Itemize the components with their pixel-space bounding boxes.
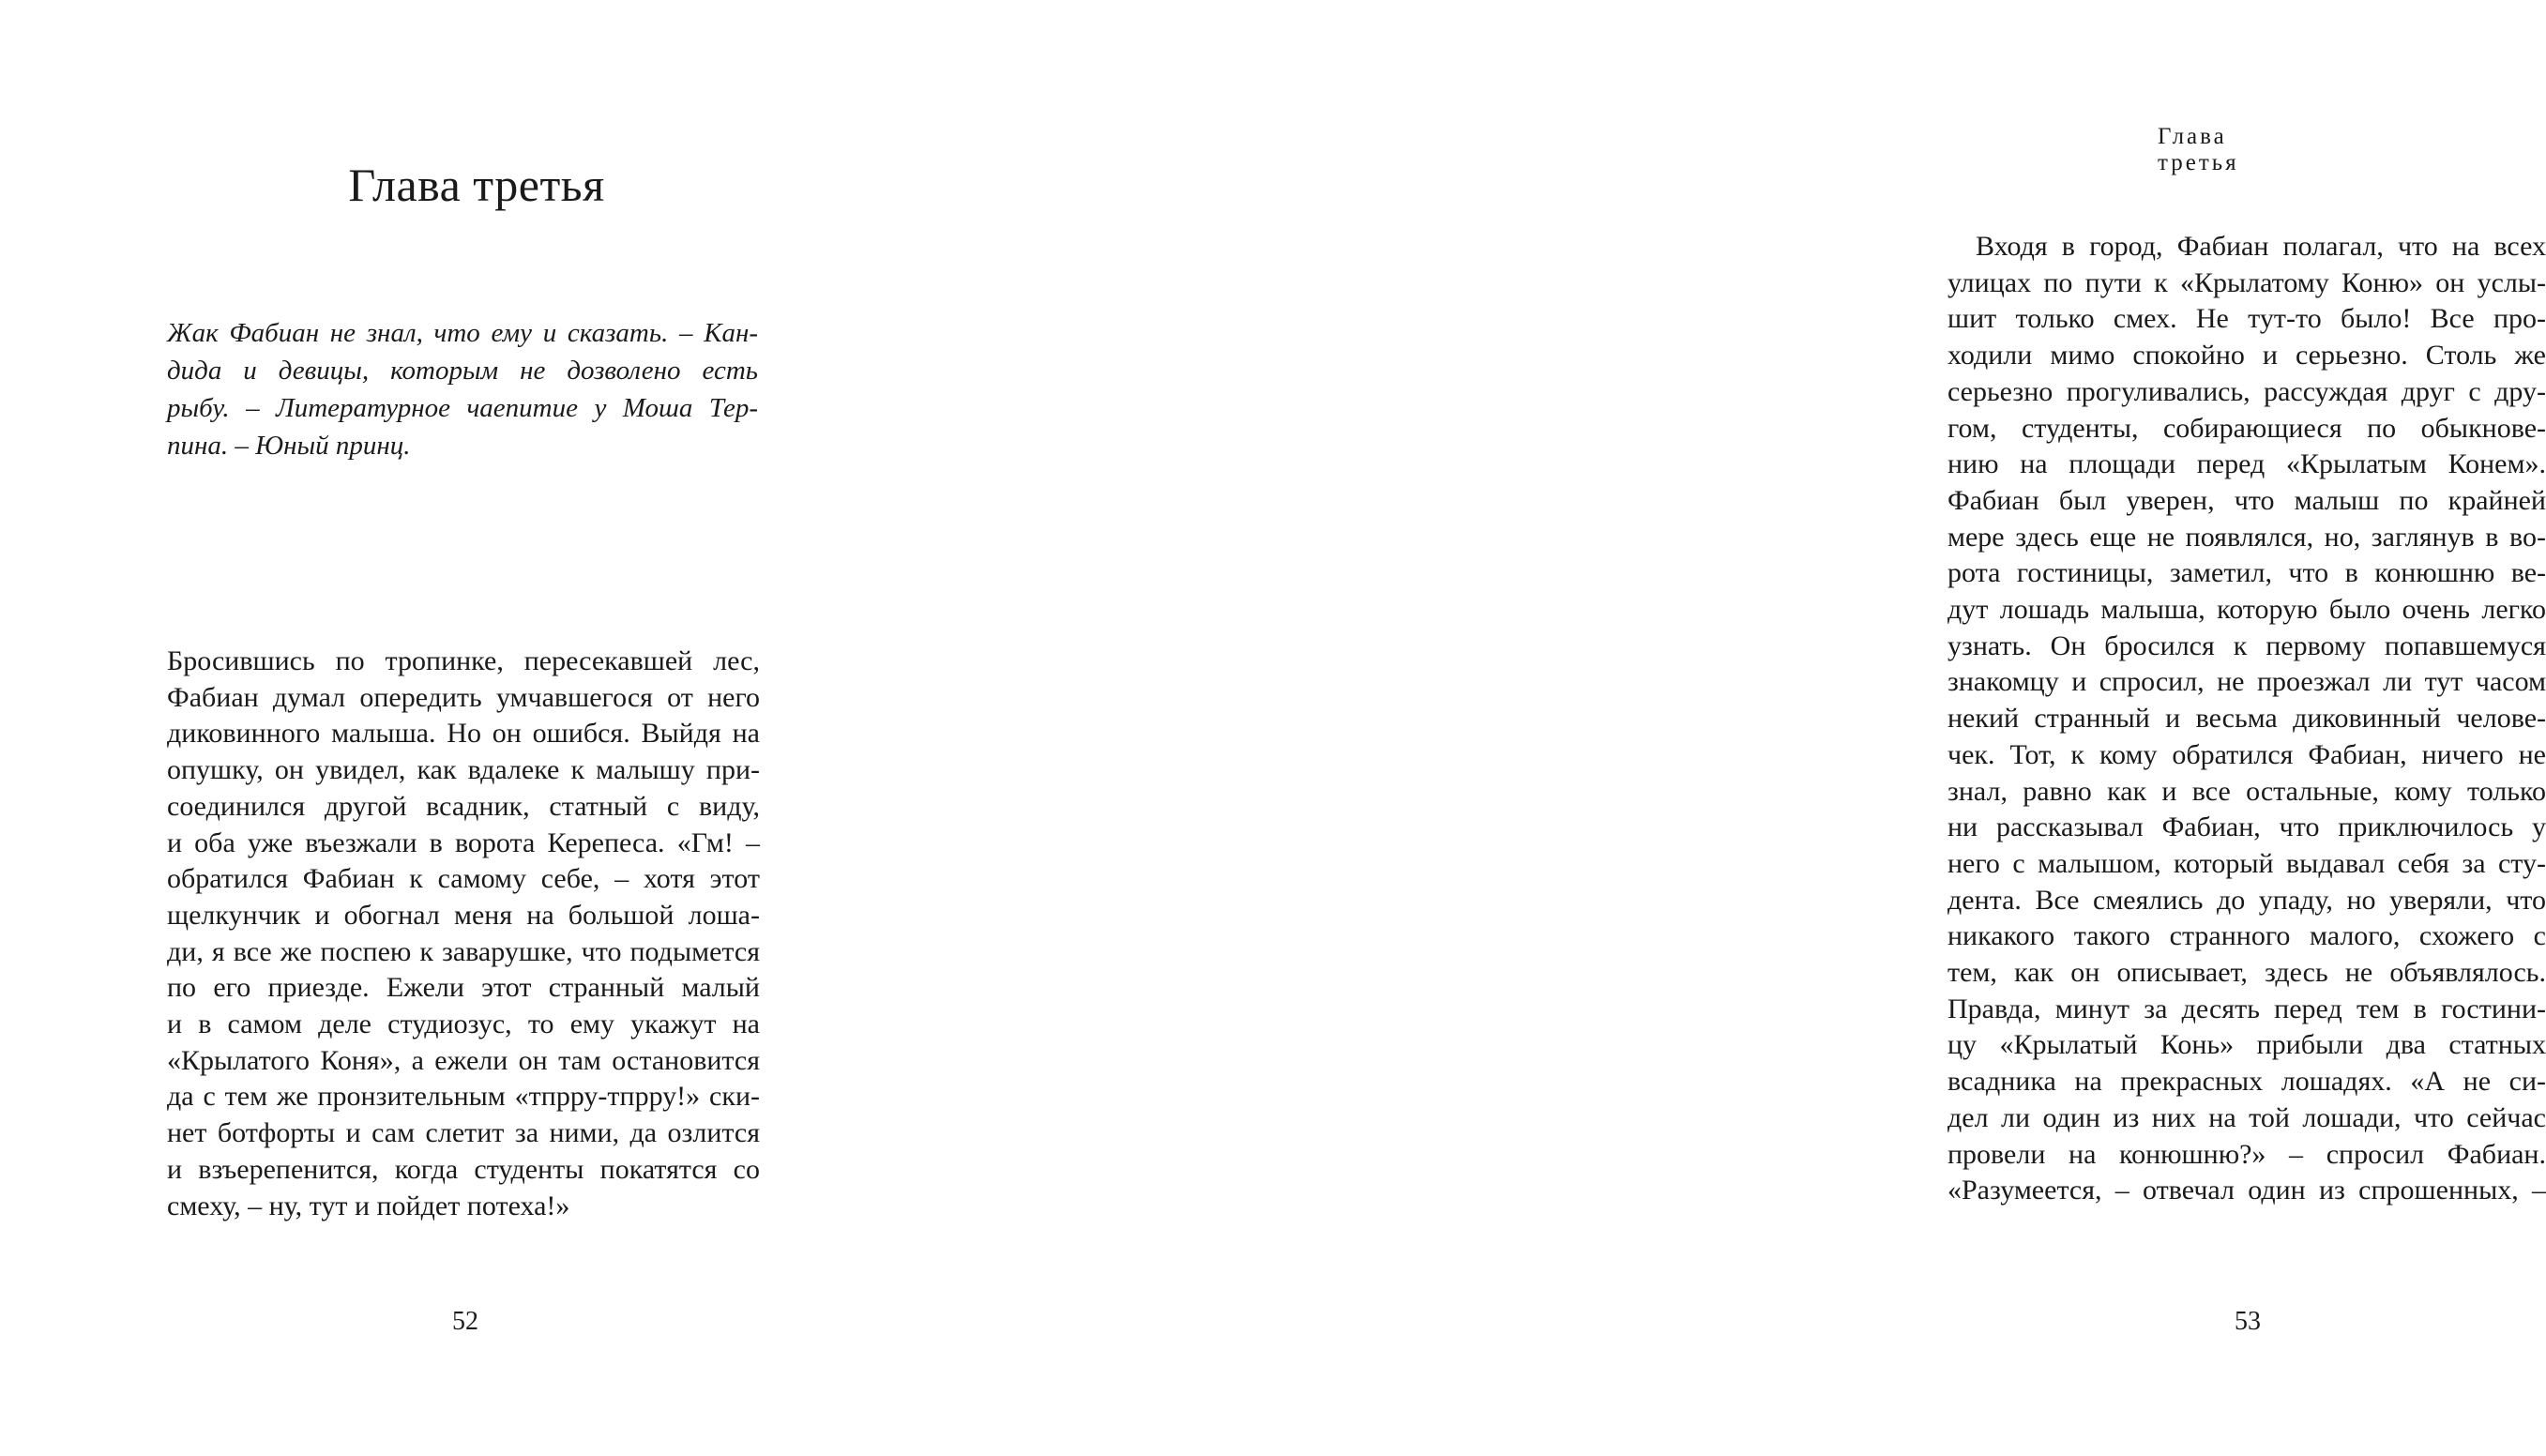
text-line: нию на площади перед «Крылатым Конем». xyxy=(1947,448,2546,480)
text-line: дут лошадь малыша, которую было очень легко xyxy=(1947,594,2546,626)
text-line: никакого такого странного малого, схожего с xyxy=(1947,920,2546,952)
text-line: провели на конюшню?» – спросил Фабиан. xyxy=(1947,1138,2546,1170)
text-line: и в самом деле студиозус, то ему укажут на xyxy=(167,1009,760,1040)
text-line: и взъерепенится, когда студенты покатятся со xyxy=(167,1153,760,1185)
epigraph-line: рыбу. – Литературное чаепитие у Моша Тер- xyxy=(167,393,758,423)
text-line: него с малышом, который выдавал себя за сту- xyxy=(1947,847,2546,879)
text-line: рота гостиницы, заметил, что в конюшню ве- xyxy=(1947,557,2546,589)
text-line: дел ли один из них на той лошади, что сейчас xyxy=(1947,1101,2546,1133)
text-line: смеху, – ну, тут и пойдет потеха!» xyxy=(167,1190,570,1221)
text-line: Входя в город, Фабиан полагал, что на всех xyxy=(1976,231,2546,262)
text-line: шит только смех. Не тут-то было! Все про- xyxy=(1947,303,2546,335)
text-line: знал, равно как и все остальные, кому только xyxy=(1947,775,2546,807)
page-number-right: 53 xyxy=(2235,1307,2261,1336)
text-line: Бросившись по тропинке, пересекавшей лес, xyxy=(167,645,760,676)
text-line: тем, как он описывает, здесь не объявлялось. xyxy=(1947,957,2546,989)
text-line: диковинного малыша. Но он ошибся. Выйдя на xyxy=(167,718,760,750)
text-line: чек. Тот, к кому обратился Фабиан, ничего не xyxy=(1947,738,2546,770)
text-line: ни рассказывал Фабиан, что приключилось у xyxy=(1947,811,2546,843)
text-line: Правда, минут за десять перед тем в гостини- xyxy=(1947,993,2546,1024)
text-line: опушку, он увидел, как вдалеке к малышу при- xyxy=(167,754,760,786)
epigraph-line: Жак Фабиан не знал, что ему и сказать. – Кан- xyxy=(167,318,758,348)
running-head: Глава третья xyxy=(2158,124,2239,175)
text-line: мере здесь еще не появлялся, но, заглянув в во- xyxy=(1947,521,2546,553)
left-page xyxy=(0,0,893,1456)
text-line: серьезно прогуливались, рассуждая друг с дру- xyxy=(1947,375,2546,407)
text-line: всадника на прекрасных лошадях. «А не си- xyxy=(1947,1066,2546,1098)
epigraph-line: пина. – Юный принц. xyxy=(167,431,411,461)
epigraph-line: дида и девицы, которым не дозволено есть xyxy=(167,356,758,386)
text-line: «Разумеется, – отвечал один из спрошенных, – xyxy=(1947,1175,2546,1206)
text-line: соединился другой всадник, статный с виду, xyxy=(167,790,760,822)
text-line: ходили мимо спокойно и серьезно. Столь же xyxy=(1947,340,2546,372)
chapter-title: Глава третья xyxy=(348,159,605,211)
text-line: улицах по пути к «Крылатому Коню» он услы- xyxy=(1947,266,2546,298)
text-line: да с тем же пронзительным «тпрру-тпрру!» ски- xyxy=(167,1081,760,1113)
text-line: щелкунчик и обогнал меня на большой лоша- xyxy=(167,899,760,931)
right-body-text xyxy=(1947,229,2546,1209)
text-line: некий странный и весьма диковинный челове- xyxy=(1947,703,2546,735)
chapter-epigraph xyxy=(167,314,758,464)
text-line: «Крылатого Коня», а ежели он там остановится xyxy=(167,1044,760,1076)
left-body-text xyxy=(167,644,760,1224)
text-line: ди, я все же поспею к заварушке, что подымется xyxy=(167,935,760,967)
text-line: дента. Все смеялись до упаду, но уверяли, что xyxy=(1947,884,2546,916)
text-line: гом, студенты, собирающиеся по обыкнове- xyxy=(1947,412,2546,444)
text-line: цу «Крылатый Конь» прибыли два статных xyxy=(1947,1029,2546,1061)
text-line: знакомцу и спросил, не проезжал ли тут часом xyxy=(1947,666,2546,698)
text-line: Фабиан думал опередить умчавшегося от него xyxy=(167,681,760,713)
text-line: нет ботфорты и сам слетит за ними, да озлится xyxy=(167,1117,760,1149)
text-line: узнать. Он бросился к первому попавшемуся xyxy=(1947,629,2546,661)
text-line: обратился Фабиан к самому себе, – хотя этот xyxy=(167,863,760,895)
text-line: Фабиан был уверен, что малыш по крайней xyxy=(1947,484,2546,516)
page-number-left: 52 xyxy=(452,1307,478,1336)
text-line: по его приезде. Ежели этот странный малый xyxy=(167,972,760,1004)
right-page xyxy=(893,0,2546,1456)
text-line: и оба уже въезжали в ворота Керепеса. «Гм! – xyxy=(167,827,760,858)
